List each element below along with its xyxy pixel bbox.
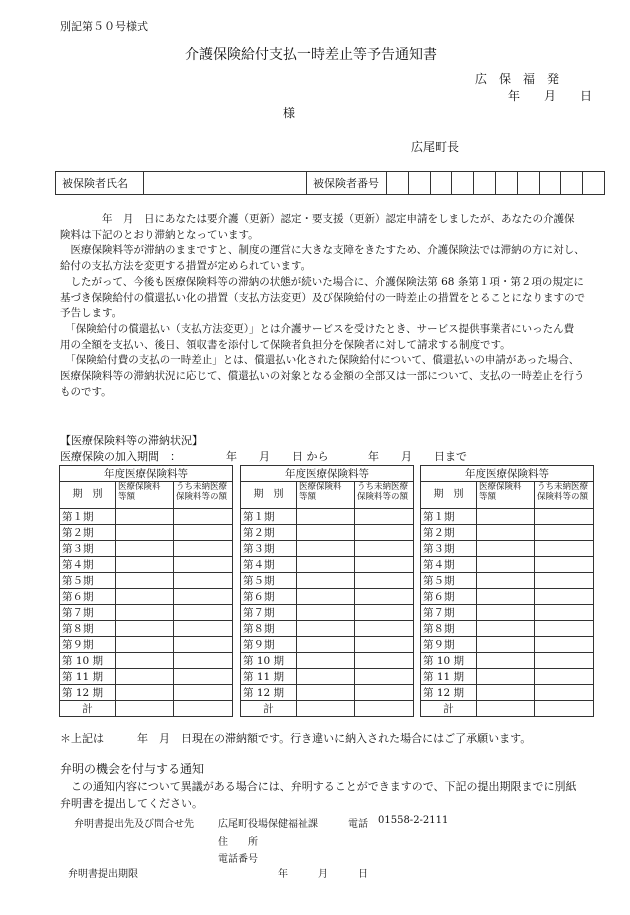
amount-cell[interactable] [477,541,535,557]
total-amount-cell[interactable] [477,701,535,717]
insured-number-cell[interactable] [561,172,583,194]
amount-cell[interactable] [116,685,174,701]
period-label: 第６期 [421,589,477,605]
address-label: 住 所 [218,837,258,848]
insured-number-cell[interactable] [431,172,453,194]
amount-cell[interactable] [116,637,174,653]
period-label: 第３期 [421,541,477,557]
unpaid-cell[interactable] [355,685,414,701]
insured-number-cell[interactable] [452,172,474,194]
insured-info-box [55,171,605,195]
table-row [421,509,594,525]
unpaid-cell[interactable] [535,637,594,653]
table-row [421,621,594,637]
table-row [421,557,594,573]
insured-number-cell[interactable] [583,172,604,194]
table-row [241,573,414,589]
amount-cell[interactable] [297,541,355,557]
body-line: 給付の支払方法を変更する措置が定められています。 [60,260,312,273]
unpaid-cell[interactable] [535,621,594,637]
table-row [241,589,414,605]
table-row [241,557,414,573]
deadline-date: 年 月 日 [278,869,368,880]
period-label: 第６期 [241,589,297,605]
period-label: 第６期 [60,589,116,605]
column-header-period: 期 別 [241,482,297,509]
unpaid-cell[interactable] [355,509,414,525]
phone-label: 電話 [348,819,368,830]
table-row [241,685,414,701]
amount-cell[interactable] [297,573,355,589]
phone-number: 01558-2-2111 [378,815,449,826]
period-label: 第２期 [241,525,297,541]
body-line: 基づき保険給付の償還払い化の措置（支払方法変更）及び保険給付の一時差止の措置をとることになりますので [60,291,585,304]
unpaid-cell[interactable] [174,637,233,653]
body-line: 予告します。 [60,307,123,320]
unpaid-cell[interactable] [355,669,414,685]
period-label: 第９期 [241,637,297,653]
amount-cell[interactable] [297,685,355,701]
column-header-amount: 医療保険料 等額 [477,482,535,509]
table-row [60,557,233,573]
table-row [60,605,233,621]
period-label: 第２期 [421,525,477,541]
table-row [60,509,233,525]
body-line: 「保険給付の償還払い（支払方法変更）」とは介護サービスを受けたとき、サービス提供事業者にいったん費 [60,322,575,335]
period-label: 第 11 期 [421,669,477,685]
unpaid-cell[interactable] [174,669,233,685]
column-header-unpaid: うち未納医療 保険料等の額 [355,482,414,509]
unpaid-cell[interactable] [174,605,233,621]
amount-cell[interactable] [116,541,174,557]
unpaid-cell[interactable] [535,557,594,573]
period-label: 第 11 期 [60,669,116,685]
tel-label: 電話番号 [218,854,258,865]
period-label: 第７期 [60,605,116,621]
period-label: 第５期 [421,573,477,589]
period-label: 第５期 [241,573,297,589]
opportunity-heading: 弁明の機会を付与する通知 [60,762,205,776]
premium-table-1 [59,465,233,717]
table-row [241,509,414,525]
unpaid-cell[interactable] [535,685,594,701]
form-number: 別記第５０号様式 [60,20,148,33]
period-label: 第５期 [60,573,116,589]
period-label: 第１期 [241,509,297,525]
unpaid-cell[interactable] [355,525,414,541]
fiscal-year-header: 年度医療保険料等 [60,466,233,482]
amount-cell[interactable] [297,605,355,621]
column-header-amount: 医療保険料 等額 [297,482,355,509]
period-label: 第１期 [60,509,116,525]
total-label: 計 [60,701,116,717]
amount-cell[interactable] [297,637,355,653]
premium-table-2 [240,465,414,717]
amount-cell[interactable] [116,525,174,541]
total-unpaid-cell[interactable] [174,701,233,717]
amount-cell[interactable] [116,605,174,621]
table-row [421,605,594,621]
period-label: 第３期 [241,541,297,557]
insured-number-cell[interactable] [409,172,431,194]
insured-name-field[interactable] [144,172,307,194]
body-line: 険料は下記のとおり滞納となっています。 [60,228,259,241]
table-row [241,653,414,669]
period-label: 第４期 [241,557,297,573]
table-row [421,541,594,557]
amount-cell[interactable] [477,653,535,669]
amount-cell[interactable] [116,573,174,589]
period-label: 第７期 [241,605,297,621]
unpaid-cell[interactable] [535,669,594,685]
unpaid-cell[interactable] [174,541,233,557]
notice-body [60,212,588,400]
period-label: 第４期 [421,557,477,573]
table-row [421,589,594,605]
amount-cell[interactable] [297,621,355,637]
column-header-unpaid: うち未納医療 保険料等の額 [174,482,233,509]
deadline-label: 弁明書提出期限 [68,869,138,880]
unpaid-cell[interactable] [535,653,594,669]
fiscal-year-header: 年度医療保険料等 [241,466,414,482]
amount-cell[interactable] [297,589,355,605]
amount-cell[interactable] [116,653,174,669]
period-from: 年 月 日 から [226,450,329,463]
table-row [421,669,594,685]
contact-office: 広尾町役場保健福祉課 [218,819,318,830]
unpaid-cell[interactable] [355,557,414,573]
table-row [60,669,233,685]
period-label: 第３期 [60,541,116,557]
period-label: 第 12 期 [241,685,297,701]
insured-number-cell[interactable] [474,172,496,194]
table-row [241,541,414,557]
period-label: 第 12 期 [60,685,116,701]
opportunity-text-1: この通知内容について異議がある場合には、弁明することができますので、下記の提出期限までに別紙 [60,780,577,793]
period-label: 第 10 期 [241,653,297,669]
amount-cell[interactable] [477,573,535,589]
amount-cell[interactable] [477,509,535,525]
total-label: 計 [421,701,477,717]
insured-number-cell[interactable] [496,172,518,194]
period-to: 年 月 日まで [368,450,467,463]
total-unpaid-cell[interactable] [355,701,414,717]
issue-date: 年 月 日 [508,89,593,103]
total-label: 計 [241,701,297,717]
unpaid-cell[interactable] [355,605,414,621]
amount-cell[interactable] [477,685,535,701]
table-row [60,653,233,669]
table-row [241,637,414,653]
amount-cell[interactable] [477,605,535,621]
body-line: 「保険給付費の支払の一時差止」とは、償還払い化された保険給付について、償還払いの申請があった場合、 [60,354,580,367]
unpaid-cell[interactable] [174,557,233,573]
unpaid-cell[interactable] [535,589,594,605]
table-row [60,637,233,653]
table-row [421,637,594,653]
contact-label: 弁明書提出先及び問合せ先 [74,819,194,830]
table-row [421,653,594,669]
column-header-period: 期 別 [421,482,477,509]
period-label: 医療保険の加入期間 ： [60,450,181,463]
unpaid-cell[interactable] [174,621,233,637]
mayor-title: 広尾町長 [411,140,460,154]
body-line: ものです。 [60,385,112,398]
amount-cell[interactable] [477,621,535,637]
table-row [421,573,594,589]
amount-cell[interactable] [297,653,355,669]
unpaid-cell[interactable] [174,573,233,589]
period-label: 第 11 期 [241,669,297,685]
amount-cell[interactable] [297,557,355,573]
unpaid-cell[interactable] [535,525,594,541]
section-heading: 【医療保険料等の滞納状況】 [60,434,203,447]
table-row [421,685,594,701]
period-label: 第８期 [421,621,477,637]
period-label: 第７期 [421,605,477,621]
table-row [60,541,233,557]
unpaid-cell[interactable] [174,653,233,669]
period-label: 第４期 [60,557,116,573]
period-label: 第１期 [421,509,477,525]
column-header-period: 期 別 [60,482,116,509]
amount-cell[interactable] [297,509,355,525]
amount-cell[interactable] [297,525,355,541]
period-label: 第 12 期 [421,685,477,701]
period-label: 第９期 [421,637,477,653]
amount-cell[interactable] [116,557,174,573]
period-label: 第８期 [241,621,297,637]
amount-cell[interactable] [477,637,535,653]
amount-cell[interactable] [116,509,174,525]
insured-number-label: 被保険者番号 [307,172,387,194]
amount-cell[interactable] [477,557,535,573]
insured-number-field[interactable] [387,172,604,194]
premium-table-3 [420,465,594,717]
unpaid-cell[interactable] [535,541,594,557]
unpaid-cell[interactable] [355,653,414,669]
total-amount-cell[interactable] [116,701,174,717]
amount-cell[interactable] [116,589,174,605]
unpaid-cell[interactable] [535,605,594,621]
amount-cell[interactable] [477,669,535,685]
unpaid-cell[interactable] [355,637,414,653]
body-line: 用の全額を支払い、後日、領収書を添付して保険者負担分を保険者に対して請求する制度です。 [60,338,511,351]
body-line: 医療保険料等の滞納状況に応じて、償還払いの対象となる金額の全部又は一部について、支払の一時差止を行う [60,370,585,383]
issuer-office: 広 保 福 発 [475,72,560,86]
body-line: したがって、今後も医療保険料等の滞納の状態が続いた場合に、介護保険法第 68 条第１項・第２項の規定に [60,275,584,288]
amount-cell[interactable] [297,669,355,685]
unpaid-cell[interactable] [355,589,414,605]
period-label: 第 10 期 [60,653,116,669]
table-row [60,573,233,589]
amount-cell[interactable] [477,589,535,605]
unpaid-cell[interactable] [535,509,594,525]
fiscal-year-header: 年度医療保険料等 [421,466,594,482]
amount-cell[interactable] [477,525,535,541]
unpaid-cell[interactable] [355,573,414,589]
recipient-suffix: 様 [283,106,296,120]
insured-number-cell[interactable] [518,172,540,194]
table-row [60,685,233,701]
unpaid-cell[interactable] [174,525,233,541]
table-row [241,525,414,541]
amount-cell[interactable] [116,621,174,637]
opportunity-text-2: 弁明書を提出してください。 [60,797,203,810]
period-label: 第８期 [60,621,116,637]
table-row [60,621,233,637]
table-row [60,525,233,541]
arrears-note: ＊上記は 年 月 日現在の滞納額です。行き違いに納入された場合にはご了承願います。 [60,732,532,745]
column-header-amount: 医療保険料 等額 [116,482,174,509]
amount-cell[interactable] [116,669,174,685]
unpaid-cell[interactable] [355,541,414,557]
table-row [241,605,414,621]
unpaid-cell[interactable] [174,685,233,701]
unpaid-cell[interactable] [535,573,594,589]
column-header-unpaid: うち未納医療 保険料等の額 [535,482,594,509]
body-line: 年 月 日にあなたは要介護（更新）認定・要支援（更新）認定申請をしましたが、あなたの介護保 [60,213,575,225]
insured-number-cell[interactable] [387,172,409,194]
table-row [60,589,233,605]
total-unpaid-cell[interactable] [535,701,594,717]
insured-name-label: 被保険者氏名 [56,172,144,194]
page-title: 介護保険給付支払一時差止等予告通知書 [185,47,437,63]
period-label: 第２期 [60,525,116,541]
unpaid-cell[interactable] [355,621,414,637]
table-row [241,669,414,685]
table-row [241,621,414,637]
total-amount-cell[interactable] [297,701,355,717]
period-label: 第９期 [60,637,116,653]
table-row [421,525,594,541]
unpaid-cell[interactable] [174,509,233,525]
period-label: 第 10 期 [421,653,477,669]
body-line: 医療保険料等が滞納のままですと、制度の運営に大きな支障をきたすため、介護保険法では滞納の方に対し、 [60,244,585,257]
insured-number-cell[interactable] [540,172,562,194]
unpaid-cell[interactable] [174,589,233,605]
